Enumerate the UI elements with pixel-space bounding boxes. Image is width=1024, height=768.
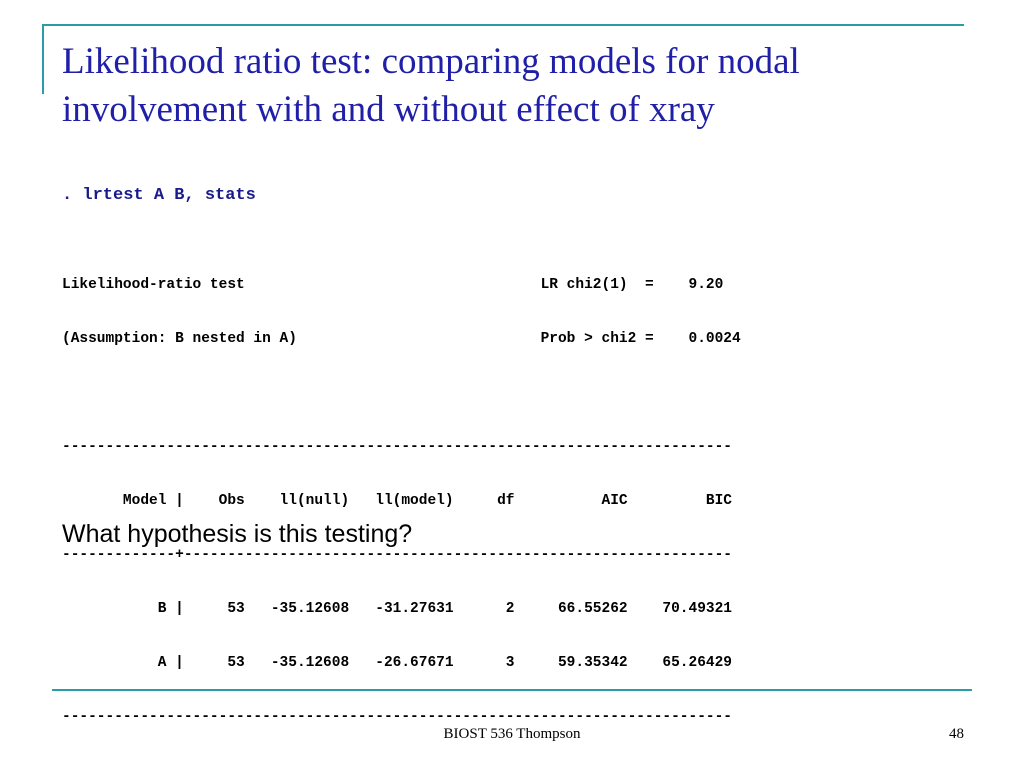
stata-output — [62, 242, 741, 744]
top-rule-horizontal — [42, 24, 964, 26]
output-separator-top: ----------------------------------------------------------------------------- — [62, 439, 733, 455]
footer-text: BIOST 536 Thompson — [443, 726, 581, 742]
output-table-header: Model | Obs ll(null) ll(model) df AIC BIC — [62, 493, 733, 509]
bottom-rule — [52, 689, 972, 691]
output-row-a: A | 53 -35.12608 -26.67671 3 59.35342 65.26429 — [62, 655, 733, 671]
output-separator-bottom: ----------------------------------------------------------------------------- — [62, 709, 733, 725]
discussion-question: What hypothesis is this testing? — [62, 520, 413, 548]
output-assumption-line: (Assumption: B nested in A) Prob > chi2 = 0.0024 — [62, 331, 741, 347]
output-test-line: Likelihood-ratio test LR chi2(1) = 9.20 — [62, 277, 724, 293]
page-number: 48 — [949, 726, 964, 742]
output-blank-line — [62, 382, 741, 404]
top-rule-vertical — [42, 24, 44, 94]
slide-title-line-2: involvement with and without effect of xray — [62, 89, 715, 130]
output-row-b: B | 53 -35.12608 -31.27631 2 66.55262 70.49321 — [62, 601, 733, 617]
slide-title-line-1: Likelihood ratio test: comparing models for nodal — [62, 41, 800, 82]
slide-title — [62, 38, 942, 134]
output-separator-mid: -------------+--------------------------------------------------------------- — [62, 547, 733, 563]
stata-command: . lrtest A B, stats — [62, 186, 256, 205]
